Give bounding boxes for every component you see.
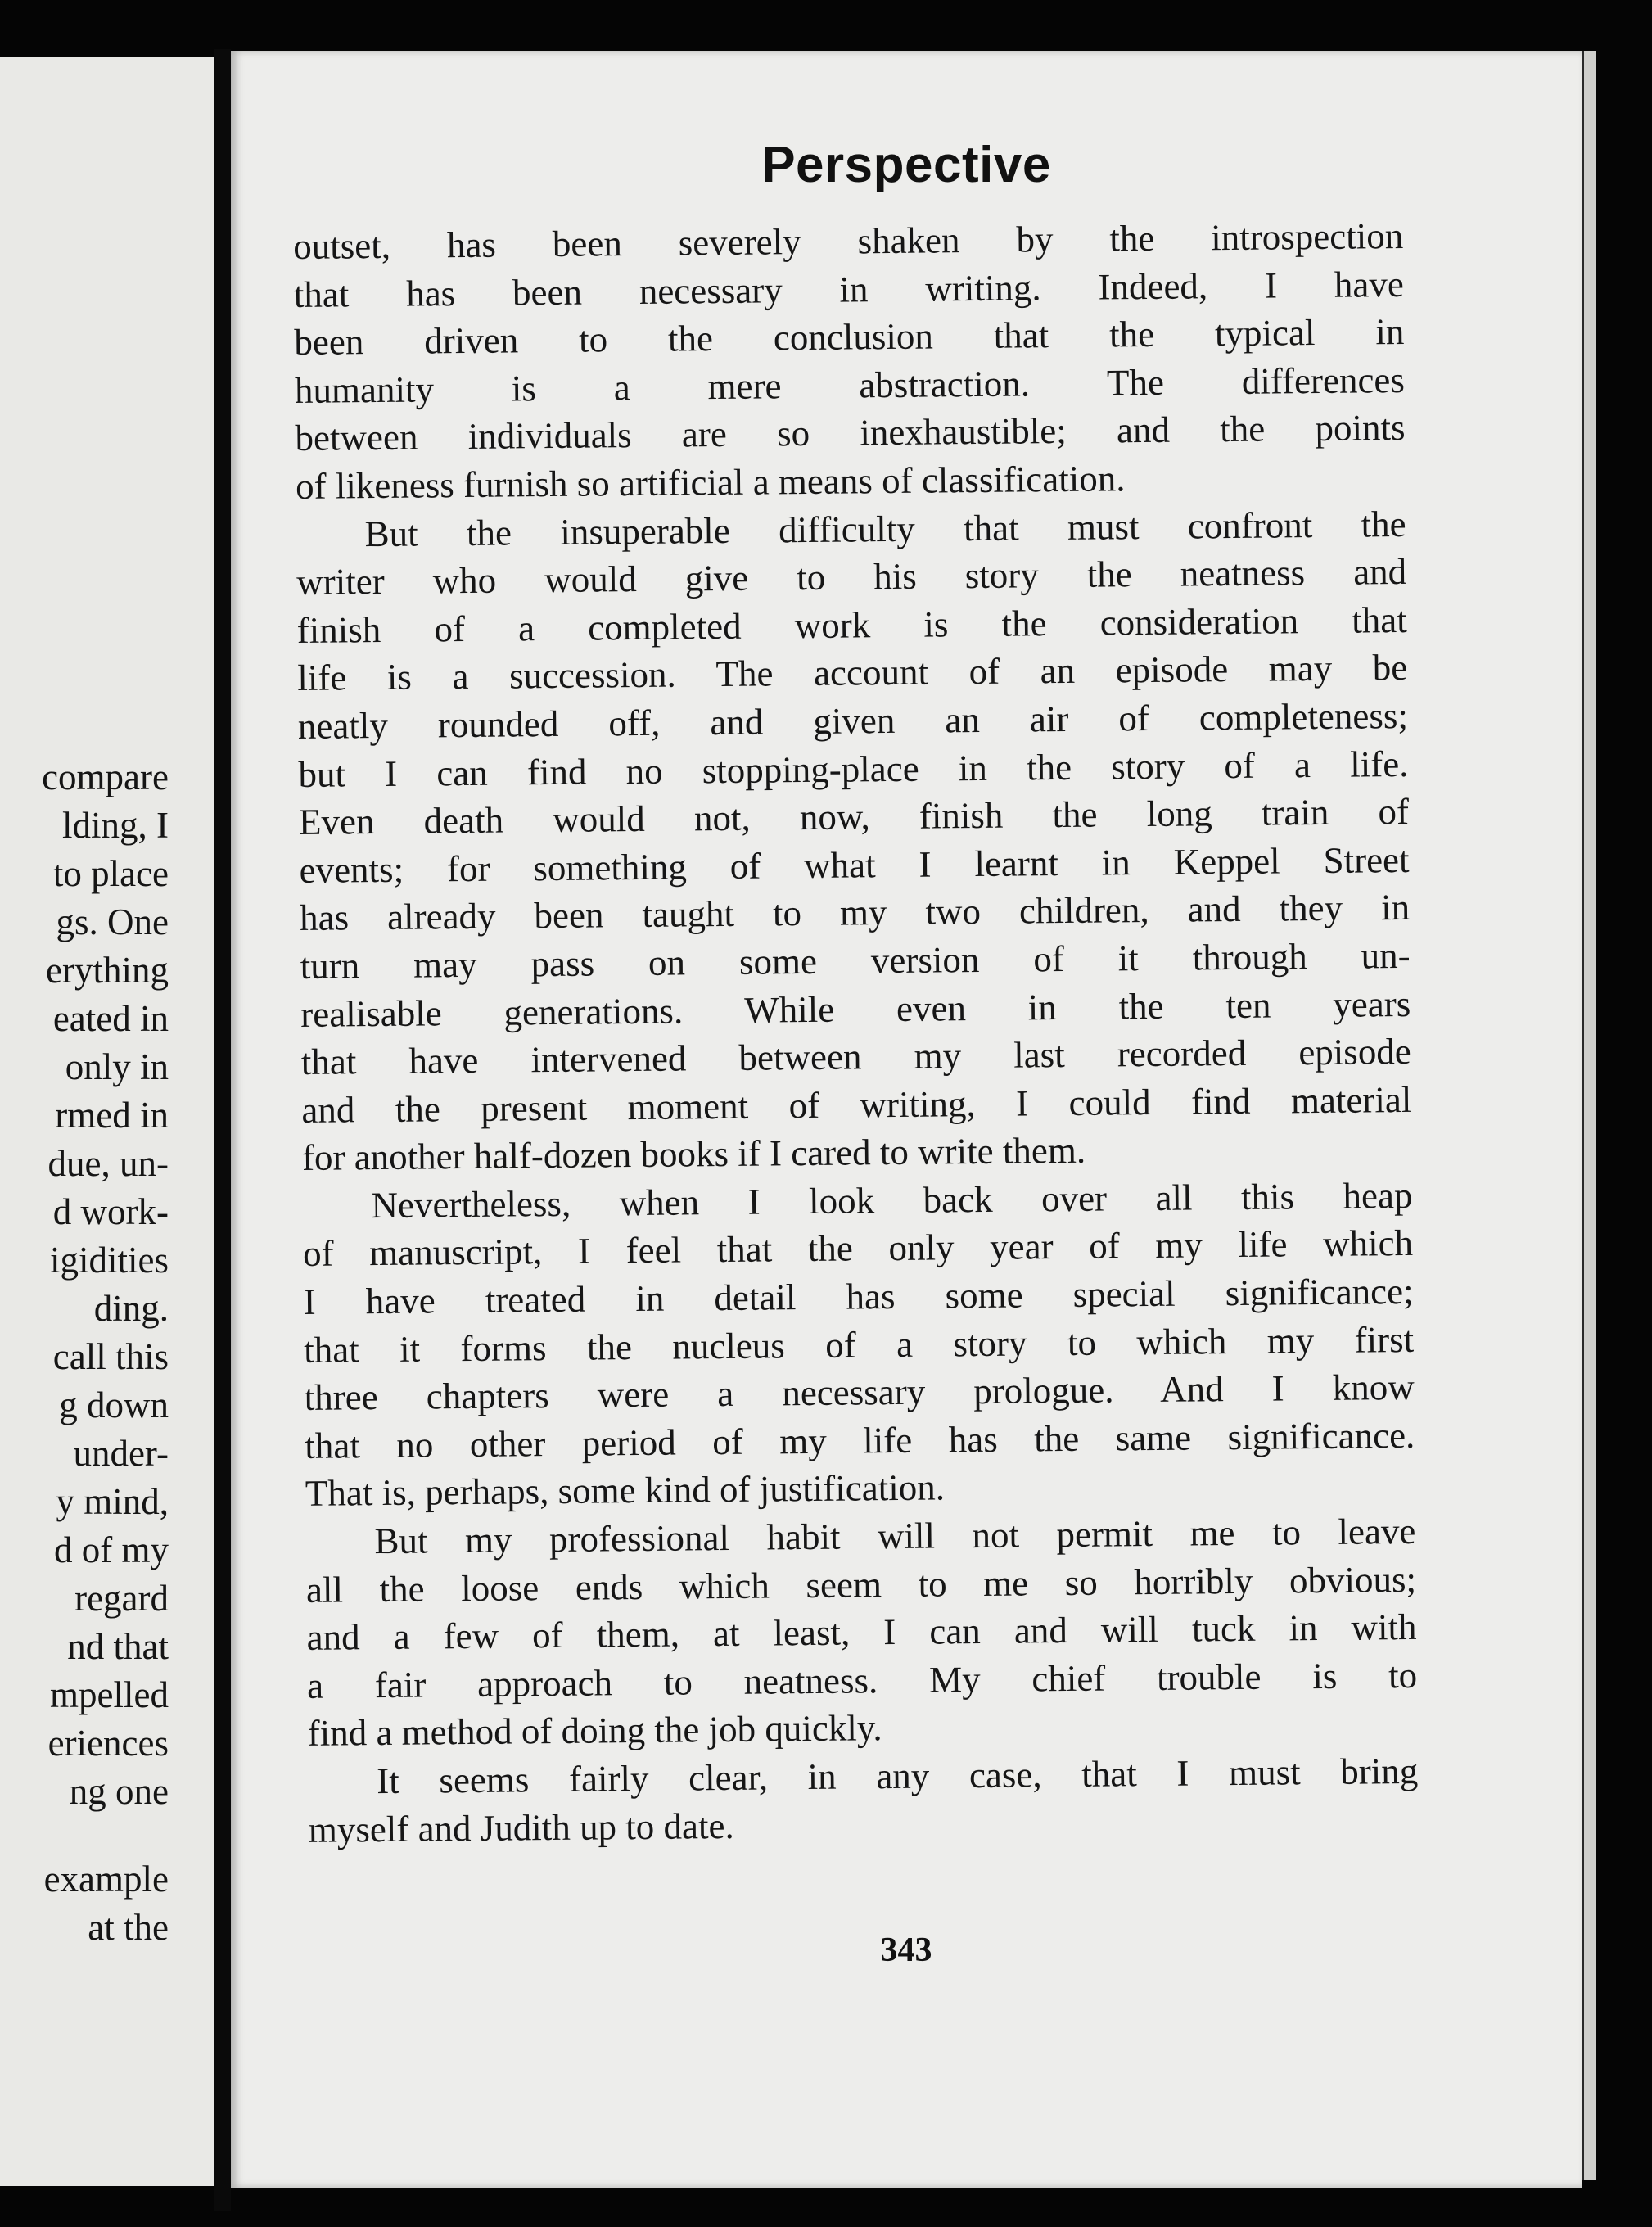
left-text-line: y mind, — [56, 1481, 169, 1522]
text-line: life is a succession. The account of an episode may be — [297, 647, 1408, 699]
left-text-line: lding, I — [62, 805, 169, 846]
body-text — [293, 212, 1419, 1854]
text-line: that has been necessary in writing. Indeed, I have — [293, 263, 1405, 315]
left-text-line: only in — [65, 1046, 169, 1087]
text-line: for another half-dozen books if I cared to write them. — [301, 1130, 1086, 1179]
text-line: turn may pass on some version of it through un- — [300, 934, 1411, 987]
text-line: events; for something of what I learnt in Keppel Street — [299, 838, 1410, 891]
left-text-line: compare — [42, 757, 169, 797]
text-line: that it forms the nucleus of a story to which my first — [303, 1318, 1415, 1371]
text-line: three chapters were a necessary prologue. And I know — [304, 1366, 1415, 1419]
text-line: humanity is a mere abstraction. The differences — [294, 359, 1406, 411]
left-text-line: due, un- — [47, 1143, 169, 1184]
left-text-line: mpelled — [50, 1674, 169, 1715]
text-line: been driven to the conclusion that the typical in — [294, 311, 1405, 364]
text-line: Even death would not, now, finish the long train of — [298, 791, 1410, 843]
left-text-line: rmed in — [55, 1095, 169, 1136]
text-line: That is, perhaps, some kind of justification. — [305, 1466, 946, 1515]
text-line: and the present moment of writing, I could find material — [301, 1078, 1412, 1131]
left-text-line: example — [43, 1859, 169, 1900]
running-head: Perspective — [761, 137, 1051, 193]
left-text-line: igidities — [50, 1240, 169, 1281]
left-text-line: call this — [52, 1336, 169, 1377]
left-text-line: under- — [73, 1433, 169, 1474]
text-line: that have intervened between my last recorded episode — [300, 1031, 1412, 1083]
text-line: of manuscript, I feel that the only year of my life which — [302, 1222, 1414, 1275]
left-text-line: ng one — [69, 1771, 169, 1812]
text-line: But the insuperable difficulty that must confront the — [364, 503, 1406, 554]
left-text-line: g down — [59, 1385, 169, 1425]
text-line: It seems fairly clear, in any case, that I must bring — [377, 1750, 1419, 1802]
left-text-line: gs. One — [56, 901, 169, 942]
left-text-line: to place — [52, 853, 169, 894]
text-line: has already been taught to my two children, and they in — [299, 887, 1411, 939]
text-line: But my professional habit will not permit me to leave — [374, 1510, 1416, 1562]
text-line: writer who would give to his story the neatness and — [296, 551, 1407, 603]
text-line: between individuals are so inexhaustible; and the points — [295, 407, 1406, 459]
page-edge — [1582, 51, 1596, 2180]
text-line: that no other period of my life has the same significance. — [305, 1414, 1415, 1466]
left-text-line: eriences — [47, 1723, 169, 1764]
text-line: but I can find no stopping-place in the story of a life. — [298, 743, 1409, 795]
right-page — [231, 51, 1582, 2188]
text-line: Nevertheless, when I look back over all this heap — [371, 1174, 1413, 1226]
left-text-line: d work- — [52, 1191, 169, 1232]
left-facing-page — [0, 57, 214, 2186]
text-line: realisable generations. While even in the ten years — [300, 982, 1411, 1035]
text-line: of likeness furnish so artificial a means of classification. — [295, 458, 1126, 507]
text-line: find a method of doing the job quickly. — [307, 1707, 882, 1755]
text-line: outset, has been severely shaken by the introspection — [293, 215, 1404, 267]
text-line: finish of a completed work is the consideration that — [296, 599, 1407, 651]
left-text-line: at the — [88, 1907, 169, 1948]
left-text-line: regard — [74, 1578, 169, 1619]
text-line: I have treated in detail has some special significance; — [303, 1270, 1414, 1323]
text-line: and a few of them, at least, I can and will tuck in with — [306, 1606, 1417, 1659]
left-text-line — [42, 1816, 169, 1855]
book-gutter — [214, 49, 231, 2211]
left-text-line: d of my — [54, 1529, 169, 1570]
text-line: neatly rounded off, and given an air of completeness; — [297, 694, 1409, 747]
left-text-line: eated in — [52, 998, 169, 1039]
text-line: myself and Judith up to date. — [308, 1805, 734, 1850]
left-page-text — [42, 753, 169, 1952]
text-line: a fair approach to neatness. My chief trouble is to — [306, 1654, 1418, 1706]
text-line: all the loose ends which seem to me so horribly obvious; — [305, 1558, 1417, 1610]
left-text-line: ding. — [93, 1288, 169, 1329]
left-text-line: erything — [46, 950, 169, 991]
left-text-line: nd that — [67, 1626, 169, 1667]
page-number: 343 — [880, 1931, 932, 1969]
